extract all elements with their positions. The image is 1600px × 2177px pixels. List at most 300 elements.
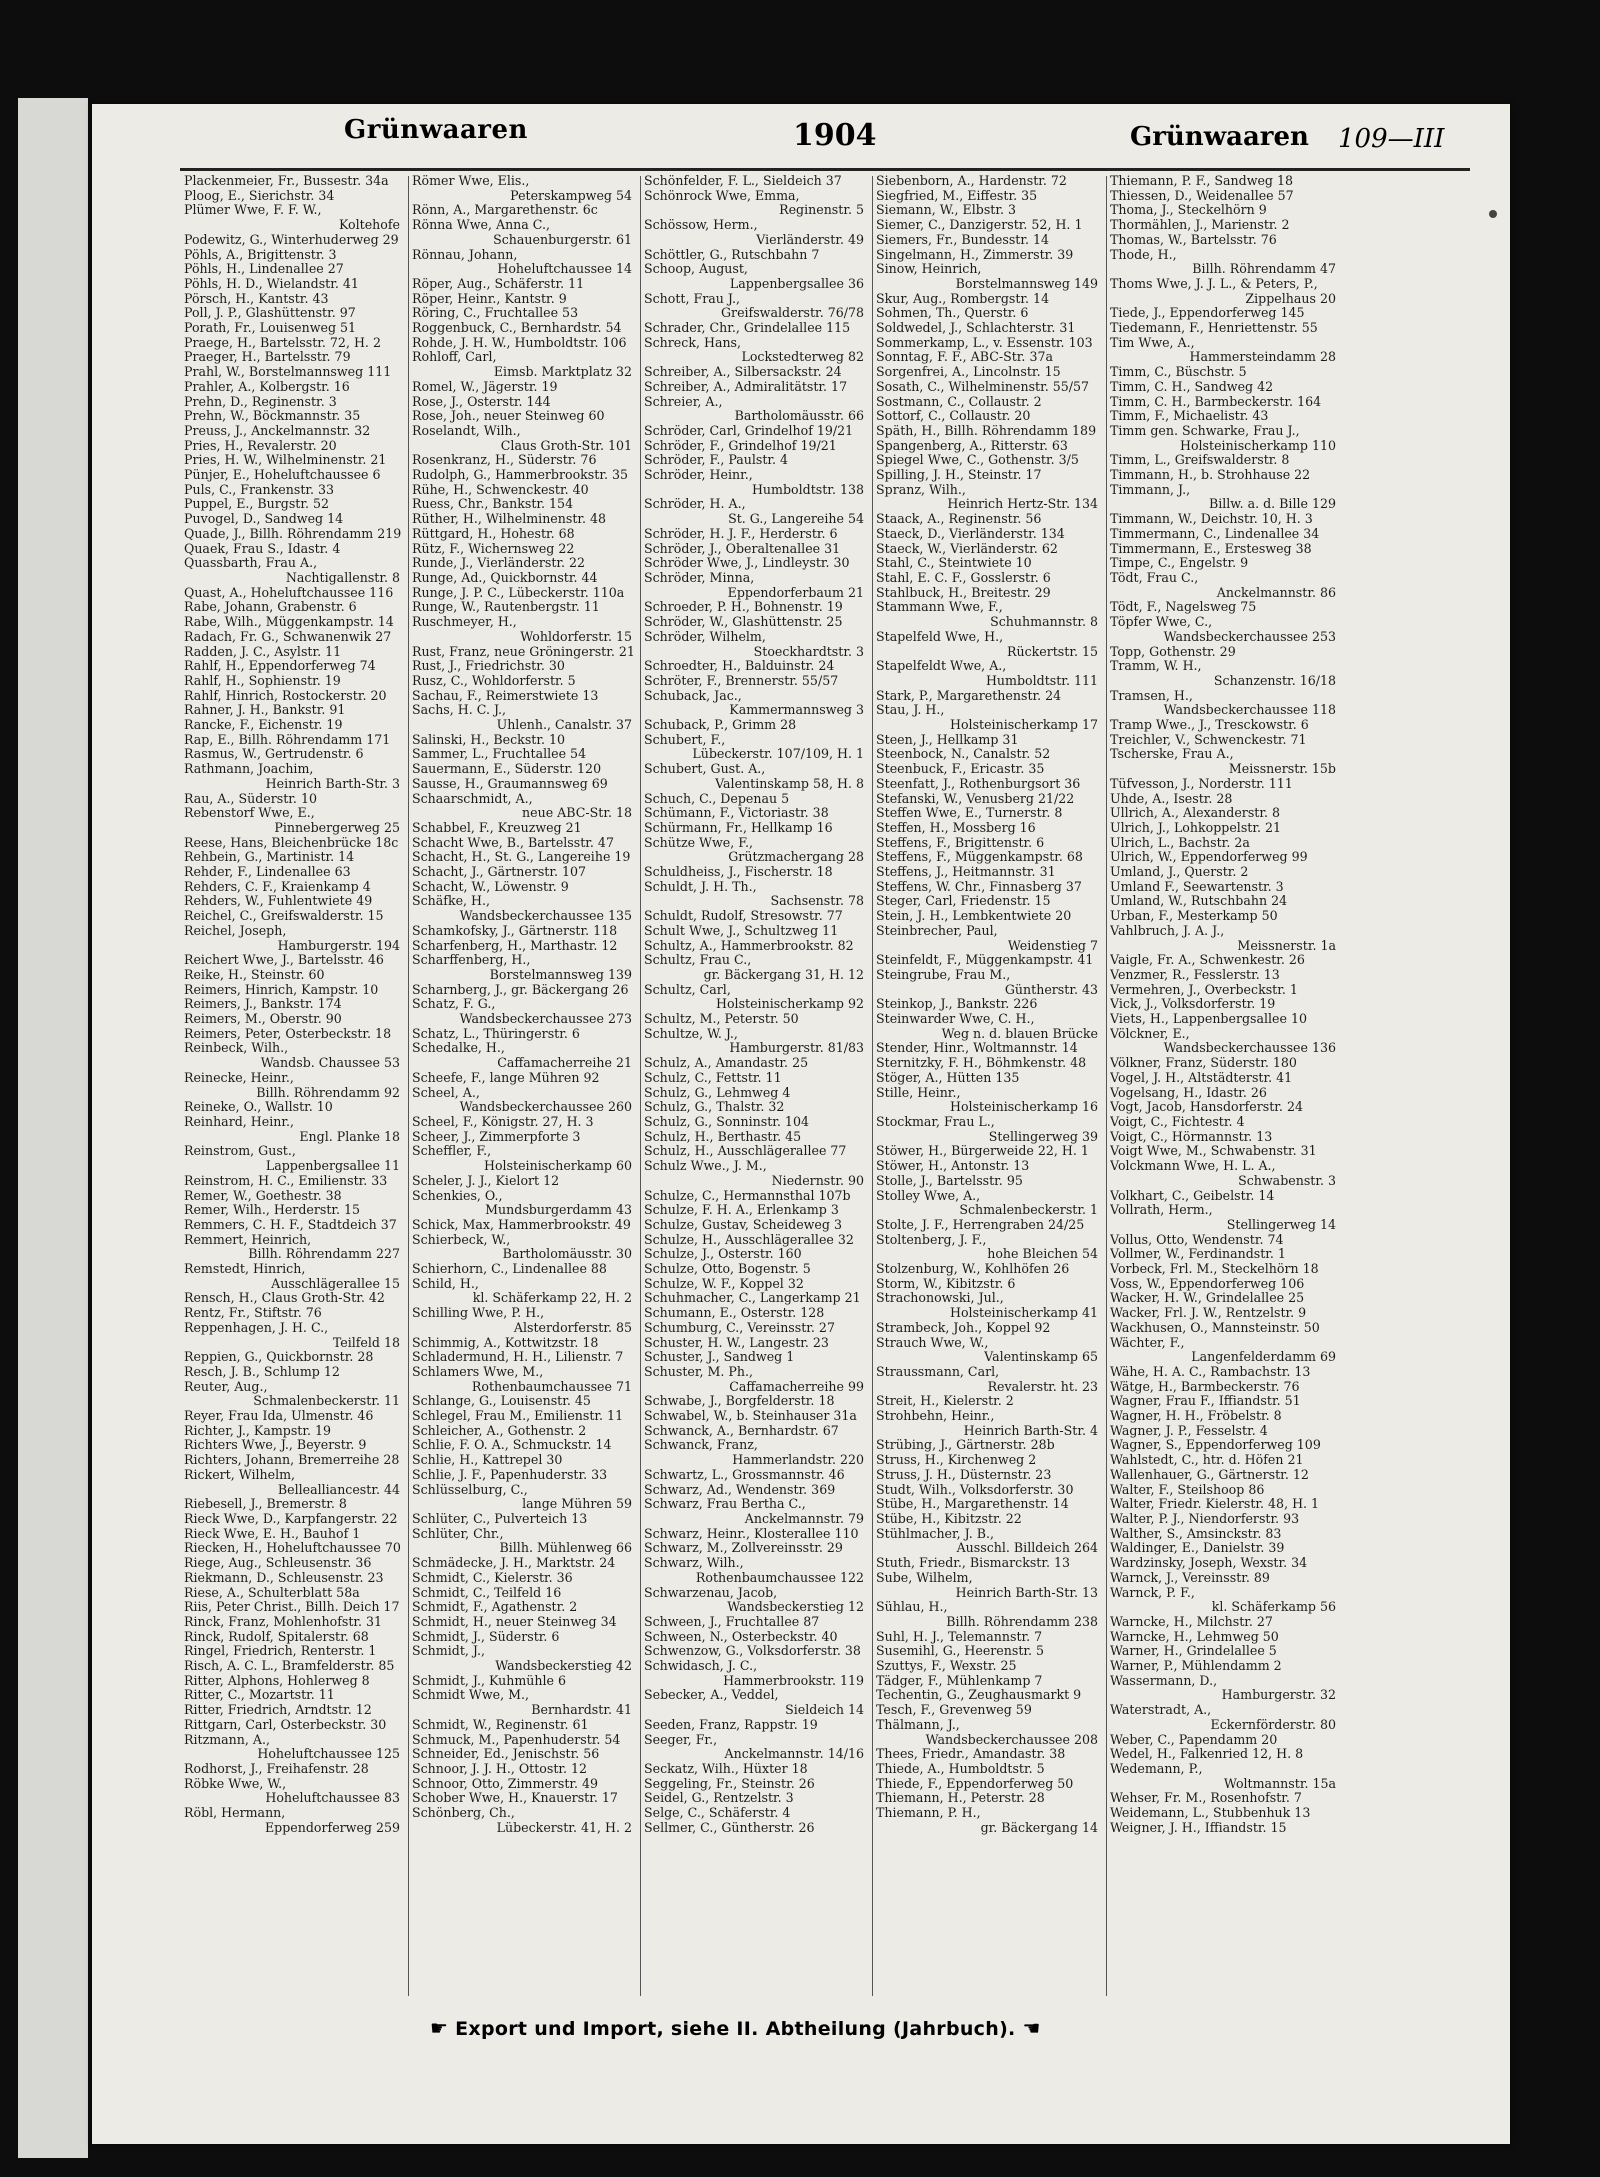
directory-entry: Schmidt, F., Agathenstr. 2 bbox=[412, 1600, 578, 1615]
directory-entry: Schröder, F., Grindelhof 19/21 bbox=[644, 438, 837, 453]
directory-entry: Wandsbeckerstieg 12 bbox=[727, 1600, 864, 1615]
directory-entry: Seckatz, Wilh., Hüxter 18 bbox=[644, 1761, 808, 1776]
directory-entry: Schmalenbeckerstr. 11 bbox=[253, 1394, 400, 1409]
directory-entry: Tiedemann, F., Henriettenstr. 55 bbox=[1110, 321, 1318, 336]
directory-entry: Hammerbrookstr. 119 bbox=[723, 1673, 864, 1688]
directory-entry: Tiede, J., Eppendorferweg 145 bbox=[1110, 306, 1305, 321]
directory-entry: Sottorf, C., Collaustr. 20 bbox=[876, 409, 1031, 424]
directory-entry: Tödt, Frau C., bbox=[1110, 570, 1199, 585]
directory-entry: Scheel, F., Königstr. 27, H. 3 bbox=[412, 1115, 594, 1129]
directory-entry: Strachonowski, Jul., bbox=[876, 1291, 1004, 1306]
directory-entry: Thoma, J., Steckelhörn 9 bbox=[1110, 203, 1267, 218]
directory-entry: Weigner, J. H., Iffiandstr. 15 bbox=[1110, 1820, 1287, 1835]
directory-entry: Strauch Wwe, W., bbox=[876, 1335, 989, 1350]
directory-entry: Holsteinischerkamp 60 bbox=[483, 1159, 632, 1174]
directory-entry: Schümann, F., Victoriastr. 38 bbox=[644, 806, 829, 821]
directory-entry: Stein, J. H., Lembkentwiete 20 bbox=[876, 909, 1072, 924]
directory-entry: Strübing, J., Gärtnerstr. 28b bbox=[876, 1438, 1055, 1453]
directory-entry: Langenfelderdamm 69 bbox=[1191, 1350, 1336, 1365]
directory-entry: Rittgarn, Carl, Osterbeckstr. 30 bbox=[184, 1717, 387, 1732]
directory-entry: Schröder, Minna, bbox=[644, 570, 755, 585]
directory-entry: Quast, A., Hoheluftchaussee 116 bbox=[184, 585, 394, 600]
directory-entry: Schürmann, Fr., Hellkamp 16 bbox=[644, 820, 833, 835]
directory-entry: Bartholomäusstr. 30 bbox=[502, 1247, 632, 1262]
directory-entry: Scharnberg, J., gr. Bäckergang 26 bbox=[412, 982, 629, 997]
directory-entry: Rinck, Franz, Mohlenhofstr. 31 bbox=[184, 1614, 383, 1629]
directory-entry: Topp, Gothenstr. 29 bbox=[1110, 644, 1236, 659]
directory-entry: Suhl, H. J., Telemannstr. 7 bbox=[876, 1629, 1043, 1644]
directory-entry: Schwarz, M., Zollvereinsstr. 29 bbox=[644, 1541, 843, 1556]
directory-entry: Szuttys, F., Wexstr. 25 bbox=[876, 1659, 1017, 1674]
directory-entry: Schwanck, A., Bernhardstr. 67 bbox=[644, 1423, 839, 1438]
directory-entry: Schreiber, A., Admiralitätstr. 17 bbox=[644, 379, 848, 394]
directory-entry: Schild, H., bbox=[412, 1276, 479, 1291]
directory-entry: Thiede, A., Humboldtstr. 5 bbox=[876, 1761, 1045, 1776]
directory-entry: Ausschl. Billdeich 264 bbox=[956, 1541, 1098, 1556]
directory-entry: Reimers, Peter, Osterbeckstr. 18 bbox=[184, 1026, 392, 1041]
directory-entry: Reimers, Hinrich, Kampstr. 10 bbox=[184, 982, 379, 997]
directory-entry: Scheffler, F., bbox=[412, 1144, 492, 1159]
directory-entry: Schwabenstr. 3 bbox=[1238, 1173, 1336, 1188]
directory-entry: Praege, H., Bartelsstr. 72, H. 2 bbox=[184, 335, 381, 350]
directory-entry: Rüttgard, H., Hohestr. 68 bbox=[412, 526, 575, 541]
directory-entry: Richter, J., Kampstr. 19 bbox=[184, 1423, 332, 1438]
directory-entry: Schacht, H., St. G., Langereihe 19 bbox=[412, 850, 631, 865]
directory-entry: Schierbeck, W., bbox=[412, 1232, 511, 1247]
directory-entry: Vogel, J. H., Altstädterstr. 41 bbox=[1110, 1070, 1293, 1085]
directory-entry: Sebecker, A., Veddel, bbox=[644, 1688, 779, 1703]
directory-entry: Rieck Wwe, D., Karpfangerstr. 22 bbox=[184, 1511, 398, 1526]
directory-entry: Humboldtstr. 138 bbox=[751, 482, 864, 497]
directory-entry: Steffens, F., Brigittenstr. 6 bbox=[876, 835, 1045, 850]
directory-entry: Rabe, Wilh., Müggenkampstr. 14 bbox=[184, 615, 394, 630]
directory-entry: Uhlenh., Canalstr. 37 bbox=[496, 718, 632, 733]
directory-entry: Schulz, C., Fettstr. 11 bbox=[644, 1070, 782, 1085]
directory-entry: Rehders, C. F., Kraienkamp 4 bbox=[184, 879, 371, 894]
directory-entry: Schauenburgerstr. 61 bbox=[493, 232, 632, 247]
directory-entry: Hoheluftchaussee 14 bbox=[497, 262, 632, 277]
directory-entry: Voss, W., Eppendorferweg 106 bbox=[1110, 1276, 1305, 1291]
directory-entry: Rahner, J. H., Bankstr. 91 bbox=[184, 703, 346, 718]
directory-entry: Ulrich, J., Lohkoppelstr. 21 bbox=[1110, 820, 1282, 835]
directory-entry: Weg n. d. blauen Brücke bbox=[941, 1026, 1098, 1041]
directory-entry: Radden, J. C., Asylstr. 11 bbox=[184, 644, 342, 659]
directory-entry: Holsteinischerkamp 16 bbox=[949, 1100, 1098, 1115]
directory-entry: Schulze, Gustav, Scheideweg 3 bbox=[644, 1217, 842, 1232]
directory-entry: Rodhorst, J., Freihafenstr. 28 bbox=[184, 1761, 369, 1776]
directory-entry: Stolte, J. F., Herrengraben 24/25 bbox=[876, 1217, 1085, 1232]
directory-entry: Plackenmeier, Fr., Bussestr. 34a bbox=[184, 174, 389, 188]
directory-entry: Volckmann Wwe, H. L. A., bbox=[1110, 1159, 1276, 1174]
directory-entry: Tscherske, Frau A., bbox=[1110, 747, 1234, 762]
directory-entry: Schlüter, C., Pulverteich 13 bbox=[412, 1511, 588, 1526]
directory-entry: Billw. a. d. Bille 129 bbox=[1208, 497, 1336, 512]
directory-entry: Hamburgerstr. 32 bbox=[1221, 1688, 1336, 1703]
directory-entry: Roselandt, Wilh., bbox=[412, 423, 521, 438]
directory-entry: Stark, P., Margarethenstr. 24 bbox=[876, 688, 1062, 703]
directory-entry: Völckner, E., bbox=[1110, 1026, 1190, 1041]
directory-entry: Schmidt, W., Reginenstr. 61 bbox=[412, 1717, 589, 1732]
directory-entry: Pöhls, A., Brigittenstr. 3 bbox=[184, 247, 337, 262]
directory-entry: Schöttler, G., Rutschbahn 7 bbox=[644, 247, 820, 262]
directory-entry: Schierhorn, C., Lindenallee 88 bbox=[412, 1262, 607, 1277]
directory-entry: Schwarz, Ad., Wendenstr. 369 bbox=[644, 1482, 836, 1497]
directory-entry: Schröder, Carl, Grindelhof 19/21 bbox=[644, 423, 854, 438]
directory-entry: Timm, L., Greifswalderstr. 8 bbox=[1110, 453, 1290, 468]
directory-entry: Schröder, Wilhelm, bbox=[644, 629, 766, 644]
directory-entry: Stahlbuck, H., Breitestr. 29 bbox=[876, 585, 1051, 600]
directory-entry: Borstelmannsweg 139 bbox=[489, 967, 632, 982]
directory-entry: Weidenstieg 7 bbox=[1007, 938, 1098, 953]
directory-entry: Schönberg, Ch., bbox=[412, 1806, 515, 1821]
directory-entry: Stöwer, H., Antonstr. 13 bbox=[876, 1159, 1030, 1174]
directory-entry: Wandsbeckerchaussee 118 bbox=[1163, 703, 1336, 718]
directory-entry: Schuback, P., Grimm 28 bbox=[644, 718, 797, 733]
directory-entry: Stolzenburg, W., Kohlhöfen 26 bbox=[876, 1262, 1070, 1277]
directory-entry: Podewitz, G., Winterhuderweg 29 bbox=[184, 232, 399, 247]
directory-entry: Meissnerstr. 1a bbox=[1237, 938, 1336, 953]
directory-entry: Spranz, Wilh., bbox=[876, 482, 966, 497]
directory-entry: kl. Schäferkamp 56 bbox=[1211, 1600, 1336, 1615]
directory-entry: Schwidasch, J. C., bbox=[644, 1659, 758, 1674]
directory-entry: Runde, J., Vierländerstr. 22 bbox=[412, 556, 586, 571]
directory-entry: Stuth, Friedr., Bismarckstr. 13 bbox=[876, 1556, 1071, 1571]
column-3 bbox=[644, 174, 870, 2000]
directory-entry: Claus Groth-Str. 101 bbox=[500, 438, 632, 453]
column-divider bbox=[408, 176, 409, 1996]
directory-entry: Pries, H. W., Wilhelminenstr. 21 bbox=[184, 453, 387, 468]
directory-entry: Schamkofsky, J., Gärtnerstr. 118 bbox=[412, 923, 618, 938]
directory-entry: Röper, Heinr., Kantstr. 9 bbox=[412, 291, 567, 306]
directory-entry: Heinrich Barth-Str. 13 bbox=[955, 1585, 1098, 1600]
directory-entry: Sommerkamp, L., v. Essenstr. 103 bbox=[876, 335, 1093, 350]
directory-entry: Rehder, F., Lindenallee 63 bbox=[184, 865, 351, 880]
directory-entry: Steinfeldt, F., Müggenkampstr. 41 bbox=[876, 953, 1094, 968]
directory-entry: Nachtigallenstr. 8 bbox=[285, 570, 400, 585]
directory-entry: Stolle, J., Bartelsstr. 95 bbox=[876, 1173, 1023, 1188]
directory-entry: Rust, J., Friedrichstr. 30 bbox=[412, 659, 565, 674]
directory-entry: Eppendorferweg 259 bbox=[264, 1820, 400, 1835]
directory-entry: Wedel, H., Falkenried 12, H. 8 bbox=[1110, 1747, 1304, 1762]
directory-entry: Strambeck, Joh., Koppel 92 bbox=[876, 1320, 1051, 1335]
directory-entry: Schönrock Wwe, Emma, bbox=[644, 188, 800, 203]
directory-entry: Ritter, C., Mozartstr. 11 bbox=[184, 1688, 335, 1703]
directory-entry: Warncke, H., Milchstr. 27 bbox=[1110, 1614, 1273, 1629]
directory-entry: kl. Schäferkamp 22, H. 2 bbox=[472, 1291, 632, 1306]
directory-entry: Risch, A. C. L., Bramfelderstr. 85 bbox=[184, 1659, 395, 1674]
directory-entry: Puppel, E., Burgstr. 52 bbox=[184, 497, 330, 512]
directory-entry: Staack, A., Reginenstr. 56 bbox=[876, 512, 1042, 527]
directory-entry: Sellmer, C., Güntherstr. 26 bbox=[644, 1820, 815, 1835]
directory-entry: Prehn, D., Reginenstr. 3 bbox=[184, 394, 337, 409]
directory-entry: Reichel, C., Greifswalderstr. 15 bbox=[184, 909, 384, 924]
directory-entry: Eckernförderstr. 80 bbox=[1210, 1717, 1336, 1732]
directory-entry: Reimers, J., Bankstr. 174 bbox=[184, 997, 342, 1012]
directory-entry: Thiessen, D., Weidenallee 57 bbox=[1110, 188, 1294, 203]
directory-entry: Stammann Wwe, F., bbox=[876, 600, 1003, 615]
directory-entry: Schatz, F. G., bbox=[412, 997, 496, 1012]
directory-entry: Sostmann, C., Collaustr. 2 bbox=[876, 394, 1042, 409]
directory-entry: Schwarz, Wilh., bbox=[644, 1556, 744, 1571]
directory-entry: Tramp Wwe., J., Tresckowstr. 6 bbox=[1110, 718, 1309, 733]
directory-entry: Struss, J. H., Düsternstr. 23 bbox=[876, 1467, 1052, 1482]
directory-entry: Steffen Wwe, E., Turnerstr. 8 bbox=[876, 806, 1063, 821]
directory-entry: Staeck, W., Vierländerstr. 62 bbox=[876, 541, 1058, 556]
directory-entry: Wandsbeckerchaussee 208 bbox=[925, 1732, 1098, 1747]
directory-entry: Schween, N., Osterbeckstr. 40 bbox=[644, 1629, 838, 1644]
directory-entry: Schulze, W. F., Koppel 32 bbox=[644, 1276, 804, 1291]
directory-entry: Treichler, V., Schwenckestr. 71 bbox=[1110, 732, 1307, 747]
directory-entry: neue ABC-Str. 18 bbox=[522, 806, 632, 821]
directory-entry: Viets, H., Lappenbergsallee 10 bbox=[1110, 1012, 1307, 1027]
column-4 bbox=[876, 174, 1104, 2000]
directory-entry: Borstelmannsweg 149 bbox=[955, 276, 1098, 291]
directory-entry: Thode, H., bbox=[1110, 247, 1177, 262]
directory-entry: Riege, Aug., Schleusenstr. 36 bbox=[184, 1556, 372, 1571]
directory-entry: Vollmer, W., Ferdinandstr. 1 bbox=[1110, 1247, 1286, 1262]
directory-entry: Stau, J. H., bbox=[876, 703, 945, 718]
directory-entry: Warner, H., Grindelallee 5 bbox=[1110, 1644, 1277, 1659]
directory-entry: Vick, J., Volksdorferstr. 19 bbox=[1110, 997, 1276, 1012]
directory-entry: Voigt Wwe, M., Schwabenstr. 31 bbox=[1110, 1144, 1317, 1159]
directory-entry: Siemers, Fr., Bundesstr. 14 bbox=[876, 232, 1050, 247]
directory-entry: Schoop, August, bbox=[644, 262, 748, 277]
directory-entry: Hammersteindamm 28 bbox=[1189, 350, 1336, 365]
directory-entry: Thomas, W., Bartelsstr. 76 bbox=[1110, 232, 1277, 247]
directory-entry: Volkhart, C., Geibelstr. 14 bbox=[1110, 1188, 1275, 1203]
directory-entry: Schnoor, Otto, Zimmerstr. 49 bbox=[412, 1776, 599, 1791]
directory-entry: Quaek, Frau S., Idastr. 4 bbox=[184, 541, 341, 556]
directory-entry: Schuster, M. Ph., bbox=[644, 1364, 754, 1379]
directory-entry: Hamburgerstr. 81/83 bbox=[729, 1041, 864, 1056]
directory-entry: Rüther, H., Wilhelminenstr. 48 bbox=[412, 512, 607, 527]
directory-entry: Pörsch, H., Kantstr. 43 bbox=[184, 291, 329, 306]
directory-entry: Rehbein, G., Martinistr. 14 bbox=[184, 850, 355, 865]
directory-entry: Schwabel, W., b. Steinhauser 31a bbox=[644, 1409, 857, 1424]
directory-entry: Ploog, E., Sierichstr. 34 bbox=[184, 188, 335, 203]
directory-entry: Schenkies, O., bbox=[412, 1188, 503, 1203]
directory-entry: Struss, H., Kirchenweg 2 bbox=[876, 1453, 1037, 1468]
directory-entry: Schladermund, H. H., Lilienstr. 7 bbox=[412, 1350, 624, 1365]
directory-entry: Reinecke, Heinr., bbox=[184, 1070, 294, 1085]
directory-entry: Schult Wwe, J., Schultzweg 11 bbox=[644, 923, 839, 938]
directory-entry: Schulze, H., Ausschlägerallee 32 bbox=[644, 1232, 854, 1247]
directory-entry: Rühe, H., Schwenckestr. 40 bbox=[412, 482, 589, 497]
directory-entry: Schröder, F., Paulstr. 4 bbox=[644, 453, 789, 468]
directory-entry: Schröder, Heinr., bbox=[644, 468, 753, 483]
directory-entry: Mundsburgerdamm 43 bbox=[485, 1203, 632, 1218]
directory-entry: Thiemann, H., Peterstr. 28 bbox=[876, 1791, 1045, 1806]
directory-entry: Sachs, H. C. J., bbox=[412, 703, 507, 718]
directory-entry: Rusz, C., Wohldorferstr. 5 bbox=[412, 673, 576, 688]
directory-entry: Preuss, J., Anckelmannstr. 32 bbox=[184, 423, 371, 438]
directory-entry: Ausschlägerallee 15 bbox=[271, 1276, 400, 1291]
directory-entry: Sonntag, F. F., ABC-Str. 37a bbox=[876, 350, 1053, 365]
directory-entry: Praeger, H., Bartelsstr. 79 bbox=[184, 350, 351, 365]
directory-entry: Sinow, Heinrich, bbox=[876, 262, 982, 277]
directory-entry: Weber, C., Papendamm 20 bbox=[1110, 1732, 1278, 1747]
directory-entry: Schmuck, M., Papenhuderstr. 54 bbox=[412, 1732, 621, 1747]
directory-entry: Schreier, A., bbox=[644, 394, 723, 409]
directory-entry: Reineke, O., Wallstr. 10 bbox=[184, 1100, 333, 1115]
directory-entry: Kammermannsweg 3 bbox=[729, 703, 864, 718]
directory-entry: Rathmann, Joachim, bbox=[184, 762, 314, 777]
directory-entry: Koltehofe bbox=[338, 218, 400, 233]
directory-entry: Wacker, Frl. J. W., Rentzelstr. 9 bbox=[1110, 1306, 1307, 1321]
directory-entry: Reginenstr. 5 bbox=[779, 203, 864, 218]
directory-entry: Schnoor, J. J. H., Ottostr. 12 bbox=[412, 1761, 588, 1776]
directory-entry: Sausse, H., Graumannsweg 69 bbox=[412, 776, 608, 791]
directory-entry: Schimmig, A., Kottwitzstr. 18 bbox=[412, 1335, 599, 1350]
directory-entry: Holsteinischerkamp 17 bbox=[949, 718, 1098, 733]
directory-entry: Wätge, H., Barmbeckerstr. 76 bbox=[1110, 1379, 1300, 1394]
directory-entry: Wacker, H. W., Grindelallee 25 bbox=[1110, 1291, 1305, 1306]
directory-entry: Wandsbeckerchaussee 136 bbox=[1163, 1041, 1336, 1056]
directory-entry: Reinstrom, Gust., bbox=[184, 1144, 296, 1159]
directory-entry: Schroedter, H., Balduinstr. 24 bbox=[644, 659, 835, 674]
directory-entry: Güntherstr. 43 bbox=[1004, 982, 1098, 997]
directory-entry: Billh. Röhrendamm 227 bbox=[248, 1247, 400, 1262]
directory-entry: Schulz, H., Berthastr. 45 bbox=[644, 1129, 802, 1144]
directory-entry: Scharfenberg, H., Marthastr. 12 bbox=[412, 938, 618, 953]
directory-entry: Walter, Friedr. Kielerstr. 48, H. 1 bbox=[1110, 1497, 1320, 1512]
directory-entry: Schultz, A., Hammerbrookstr. 82 bbox=[644, 938, 854, 953]
directory-entry: Greifswalderstr. 76/78 bbox=[721, 306, 864, 321]
directory-entry: Singelmann, H., Zimmerstr. 39 bbox=[876, 247, 1074, 262]
directory-entry: Schultz, M., Peterstr. 50 bbox=[644, 1012, 799, 1027]
directory-entry: Timm, C. H., Sandweg 42 bbox=[1110, 379, 1274, 394]
directory-entry: Schröder Wwe, J., Lindleystr. 30 bbox=[644, 556, 850, 571]
directory-entry: Schmidt, J., bbox=[412, 1644, 485, 1659]
directory-entry: Späth, H., Billh. Röhrendamm 189 bbox=[876, 423, 1097, 438]
directory-entry: Tramsen, H., bbox=[1110, 688, 1193, 703]
directory-entry: Seidel, G., Rentzelstr. 3 bbox=[644, 1791, 794, 1806]
directory-entry: Sammer, L., Fruchtallee 54 bbox=[412, 747, 587, 762]
directory-entry: Ruschmeyer, H., bbox=[412, 615, 517, 630]
directory-entry: Sühlau, H., bbox=[876, 1600, 948, 1615]
directory-entry: Vollrath, Herm., bbox=[1110, 1203, 1213, 1218]
directory-entry: Grützmachergang 28 bbox=[728, 850, 864, 865]
header-rule bbox=[180, 168, 1470, 171]
directory-entry: Schwarz, Frau Bertha C., bbox=[644, 1497, 806, 1512]
directory-entry: Walter, P. J., Niendorferstr. 93 bbox=[1110, 1511, 1300, 1526]
directory-entry: Rückertstr. 15 bbox=[1006, 644, 1098, 659]
directory-entry: Seggeling, Fr., Steinstr. 26 bbox=[644, 1776, 815, 1791]
directory-entry: Umland, W., Rutschbahn 24 bbox=[1110, 894, 1288, 909]
directory-entry: Wandsbeckerchaussee 260 bbox=[459, 1100, 632, 1115]
directory-entry: Timmermann, C., Lindenallee 34 bbox=[1110, 526, 1320, 541]
directory-entry: Wackhusen, O., Mannsteinstr. 50 bbox=[1110, 1320, 1320, 1335]
directory-entry: Rohde, J. H. W., Humboldtstr. 106 bbox=[412, 335, 627, 350]
directory-entry: Caffamacherreihe 99 bbox=[729, 1379, 864, 1394]
directory-entry: Storm, W., Kibitzstr. 6 bbox=[876, 1276, 1016, 1291]
directory-entry: Schuldt, Rudolf, Stresowstr. 77 bbox=[644, 909, 843, 924]
directory-entry: Schwarz, Heinr., Klosterallee 110 bbox=[644, 1526, 859, 1541]
directory-entry: Schneider, Ed., Jenischstr. 56 bbox=[412, 1747, 600, 1762]
directory-entry: Wähe, H. A. C., Rambachstr. 13 bbox=[1110, 1364, 1311, 1379]
directory-entry: Ruess, Chr., Bankstr. 154 bbox=[412, 497, 574, 512]
directory-entry: Rust, Franz, neue Gröningerstr. 21 bbox=[412, 644, 635, 659]
directory-entry: Seeger, Fr., bbox=[644, 1732, 718, 1747]
punch-hole-dot bbox=[1489, 210, 1497, 218]
directory-entry: Ulrich, L., Bachstr. 2a bbox=[1110, 835, 1250, 850]
directory-entry: Rosenkranz, H., Süderstr. 76 bbox=[412, 453, 597, 468]
directory-entry: Schuhmannstr. 8 bbox=[990, 615, 1098, 630]
directory-entry: Stühlmacher, J. B., bbox=[876, 1526, 994, 1541]
directory-entry: Urban, F., Mesterkamp 50 bbox=[1110, 909, 1278, 924]
directory-entry: Stellingerweg 14 bbox=[1226, 1217, 1336, 1232]
directory-entry: Schlegel, Frau M., Emilienstr. 11 bbox=[412, 1409, 624, 1424]
footer-note bbox=[430, 2016, 1041, 2040]
directory-entry: Timpe, C., Engelstr. 9 bbox=[1110, 556, 1249, 571]
directory-entry: Thormählen, J., Marienstr. 2 bbox=[1110, 218, 1290, 233]
directory-entry: Rose, Joh., neuer Steinweg 60 bbox=[412, 409, 605, 424]
directory-entry: Vollus, Otto, Wendenstr. 74 bbox=[1110, 1232, 1284, 1247]
directory-entry: Heinrich Barth-Str. 4 bbox=[963, 1423, 1098, 1438]
directory-entry: Schwenzow, G., Volksdorferstr. 38 bbox=[644, 1644, 861, 1659]
directory-entry: Umland F., Seewartenstr. 3 bbox=[1110, 879, 1284, 894]
directory-entry: Thiemann, P. F., Sandweg 18 bbox=[1110, 174, 1294, 188]
directory-entry: Reichert Wwe, J., Bartelsstr. 46 bbox=[184, 953, 384, 968]
directory-entry: Schabbel, F., Kreuzweg 21 bbox=[412, 820, 582, 835]
directory-entry: Timm gen. Schwarke, Frau J., bbox=[1110, 423, 1300, 438]
directory-entry: Riese, A., Schulterblatt 58a bbox=[184, 1585, 360, 1600]
directory-entry: Wardzinsky, Joseph, Wexstr. 34 bbox=[1110, 1556, 1308, 1571]
directory-entry: Resch, J. B., Schlump 12 bbox=[184, 1364, 340, 1379]
directory-entry: Skur, Aug., Rombergstr. 14 bbox=[876, 291, 1050, 306]
directory-entry: Stübe, H., Margarethenstr. 14 bbox=[876, 1497, 1069, 1512]
directory-entry: Timm, F., Michaelistr. 43 bbox=[1110, 409, 1269, 424]
directory-entry: Schacht, J., Gärtnerstr. 107 bbox=[412, 865, 587, 880]
directory-entry: Rahlf, Hinrich, Rostockerstr. 20 bbox=[184, 688, 387, 703]
directory-entry: Wächter, F., bbox=[1110, 1335, 1185, 1350]
directory-entry: Schmädecke, J. H., Marktstr. 24 bbox=[412, 1556, 616, 1571]
pointing-hand-right-icon: ☚ bbox=[1022, 2016, 1041, 2040]
directory-entry: Stapelfeldt Wwe, A., bbox=[876, 659, 1007, 674]
directory-entry: Pöhls, H. D., Wielandstr. 41 bbox=[184, 276, 359, 291]
directory-entry: Scheer, J., Zimmerpforte 3 bbox=[412, 1129, 581, 1144]
directory-entry: Rönn, A., Margarethenstr. 6c bbox=[412, 203, 598, 218]
directory-entry: Schmidt, J., Süderstr. 6 bbox=[412, 1629, 560, 1644]
directory-entry: Schulze, C., Hermannsthal 107b bbox=[644, 1188, 851, 1203]
directory-entry: Steger, Carl, Friedenstr. 15 bbox=[876, 894, 1051, 909]
directory-entry: Wagner, Frau F., Iffiandstr. 51 bbox=[1110, 1394, 1301, 1409]
directory-entry: Lappenbergsallee 36 bbox=[729, 276, 864, 291]
directory-entry: Schuch, C., Depenau 5 bbox=[644, 791, 790, 806]
directory-entry: Seeden, Franz, Rappstr. 19 bbox=[644, 1717, 818, 1732]
directory-entry: Schröder, W., Glashüttenstr. 25 bbox=[644, 615, 843, 630]
directory-entry: Remer, W., Goethestr. 38 bbox=[184, 1188, 342, 1203]
directory-entry: Steen, J., Hellkamp 31 bbox=[876, 732, 1019, 747]
directory-entry: Scheler, J. J., Kielort 12 bbox=[412, 1173, 560, 1188]
directory-entry: Lockstedterweg 82 bbox=[741, 350, 864, 365]
directory-entry: Holsteinischerkamp 41 bbox=[949, 1306, 1098, 1321]
directory-entry: Stübe, H., Kibitzstr. 22 bbox=[876, 1511, 1022, 1526]
directory-entry: Hoheluftchaussee 125 bbox=[257, 1747, 400, 1762]
directory-entry: Holsteinischerkamp 110 bbox=[1179, 438, 1336, 453]
directory-entry: Stolley Wwe, A., bbox=[876, 1188, 981, 1203]
directory-entry: Tesch, F., Grevenweg 59 bbox=[876, 1703, 1032, 1718]
directory-entry: Lübeckerstr. 41, H. 2 bbox=[496, 1820, 632, 1835]
directory-entry: Rudolph, G., Hammerbrookstr. 35 bbox=[412, 468, 628, 483]
directory-entry: Voigt, C., Fichtestr. 4 bbox=[1110, 1115, 1245, 1129]
directory-entry: Siegfried, M., Eiffestr. 35 bbox=[876, 188, 1038, 203]
directory-entry: Reppenhagen, J. H. C., bbox=[184, 1320, 329, 1335]
directory-entry: Billh. Röhrendamm 238 bbox=[946, 1614, 1098, 1629]
directory-entry: Zippelhaus 20 bbox=[1245, 291, 1336, 306]
directory-entry: Staeck, D., Vierländerstr. 134 bbox=[876, 526, 1065, 541]
directory-entry: Schuster, H. W., Langestr. 23 bbox=[644, 1335, 829, 1350]
